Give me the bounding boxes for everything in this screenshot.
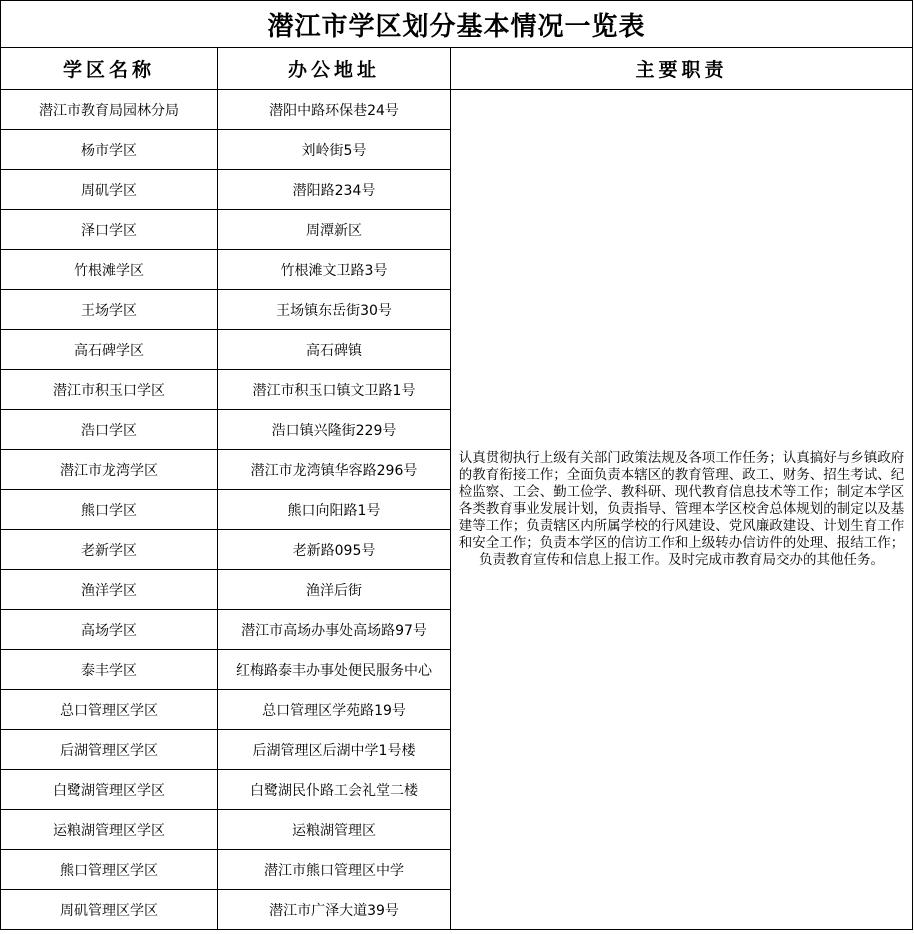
office-address-cell[interactable]: 周潭新区 [218, 210, 451, 250]
main-duty-cell[interactable]: 认真贯彻执行上级有关部门政策法规及各项工作任务；认真搞好与乡镇政府的教育衔接工作；全面负责本辖区的教育管理、政工、财务、招生考试、纪检监察、工会、勤工俭学、教科研、现代教育信息技术等工作；制定本学区各类教育事业发展计划，负责指导、管理本学区校舍总体规划的制定以及基建等工作；负责辖区内所属学校的行风建设、党风廉政建设、计划生育工作和安全工作；负责本学区的信访工作和上级转办信访件的处理、报结工作；负责教育宣传和信息上报工作。及时完成市教育局交办的其他任务。 [451, 90, 913, 930]
district-name-cell[interactable]: 高石碑学区 [1, 330, 218, 370]
office-address-cell[interactable]: 后湖管理区后湖中学1号楼 [218, 730, 451, 770]
district-name-cell[interactable]: 白鹭湖管理区学区 [1, 770, 218, 810]
office-address-cell[interactable]: 渔洋后街 [218, 570, 451, 610]
table-title[interactable]: 潜江市学区划分基本情况一览表 [1, 1, 913, 48]
title-row [1, 1, 913, 48]
district-name-cell[interactable]: 泰丰学区 [1, 650, 218, 690]
district-name-cell[interactable]: 运粮湖管理区学区 [1, 810, 218, 850]
district-name-cell[interactable]: 泽口学区 [1, 210, 218, 250]
district-name-cell[interactable]: 总口管理区学区 [1, 690, 218, 730]
district-name-cell[interactable]: 潜江市积玉口学区 [1, 370, 218, 410]
district-name-cell[interactable]: 潜江市教育局园林分局 [1, 90, 218, 130]
district-name-cell[interactable]: 竹根滩学区 [1, 250, 218, 290]
district-name-cell[interactable]: 周矶学区 [1, 170, 218, 210]
district-name-cell[interactable]: 熊口学区 [1, 490, 218, 530]
office-address-cell[interactable]: 总口管理区学苑路19号 [218, 690, 451, 730]
office-address-cell[interactable]: 浩口镇兴隆街229号 [218, 410, 451, 450]
header-main-duty[interactable]: 主要职责 [451, 48, 913, 90]
district-name-cell[interactable]: 熊口管理区学区 [1, 850, 218, 890]
district-name-cell[interactable]: 渔洋学区 [1, 570, 218, 610]
office-address-cell[interactable]: 潜江市龙湾镇华容路296号 [218, 450, 451, 490]
office-address-cell[interactable]: 潜江市积玉口镇文卫路1号 [218, 370, 451, 410]
table-row [1, 90, 913, 130]
district-name-cell[interactable]: 周矶管理区学区 [1, 890, 218, 930]
office-address-cell[interactable]: 红梅路泰丰办事处便民服务中心 [218, 650, 451, 690]
district-name-cell[interactable]: 老新学区 [1, 530, 218, 570]
district-name-cell[interactable]: 王场学区 [1, 290, 218, 330]
office-address-cell[interactable]: 潜江市高场办事处高场路97号 [218, 610, 451, 650]
office-address-cell[interactable]: 白鹭湖民仆路工会礼堂二楼 [218, 770, 451, 810]
header-row [1, 48, 913, 90]
office-address-cell[interactable]: 潜江市熊口管理区中学 [218, 850, 451, 890]
office-address-cell[interactable]: 刘岭街5号 [218, 130, 451, 170]
district-name-cell[interactable]: 杨市学区 [1, 130, 218, 170]
office-address-cell[interactable]: 高石碑镇 [218, 330, 451, 370]
office-address-cell[interactable]: 熊口向阳路1号 [218, 490, 451, 530]
header-district-name[interactable]: 学区名称 [1, 48, 218, 90]
table-body [1, 90, 913, 930]
office-address-cell[interactable]: 潜阳中路环保巷24号 [218, 90, 451, 130]
district-name-cell[interactable]: 后湖管理区学区 [1, 730, 218, 770]
office-address-cell[interactable]: 潜阳路234号 [218, 170, 451, 210]
office-address-cell[interactable]: 潜江市广泽大道39号 [218, 890, 451, 930]
district-name-cell[interactable]: 高场学区 [1, 610, 218, 650]
office-address-cell[interactable]: 王场镇东岳街30号 [218, 290, 451, 330]
office-address-cell[interactable]: 竹根滩文卫路3号 [218, 250, 451, 290]
district-name-cell[interactable]: 浩口学区 [1, 410, 218, 450]
office-address-cell[interactable]: 老新路095号 [218, 530, 451, 570]
office-address-cell[interactable]: 运粮湖管理区 [218, 810, 451, 850]
header-office-address[interactable]: 办公地址 [218, 48, 451, 90]
district-name-cell[interactable]: 潜江市龙湾学区 [1, 450, 218, 490]
